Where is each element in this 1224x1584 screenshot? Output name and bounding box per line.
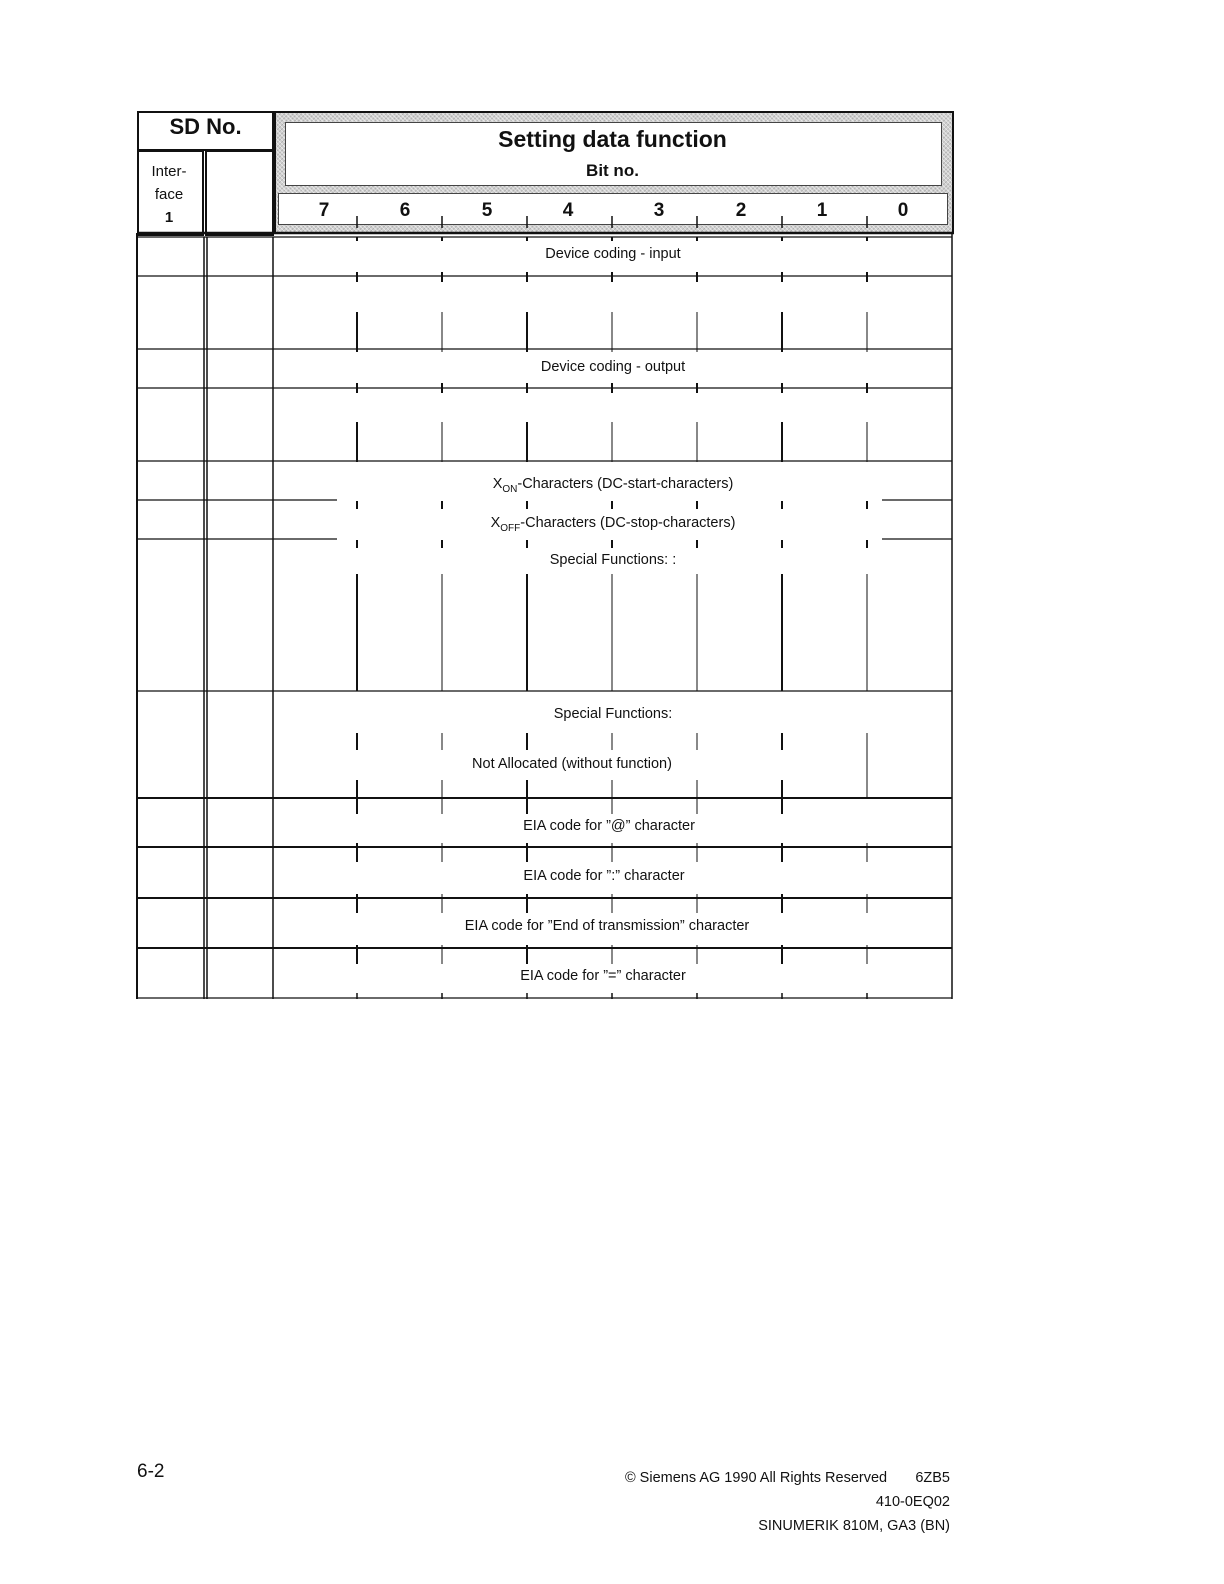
eia-end-of-transmission-character: EIA code for ”End of transmission” character bbox=[464, 918, 750, 934]
bit-label-7: 7 bbox=[318, 200, 330, 221]
footer-info bbox=[600, 1466, 950, 1538]
device-coding-output: Device coding - output bbox=[540, 359, 686, 375]
special-functions-2: Special Functions: bbox=[553, 706, 673, 722]
eia-at-character: EIA code for ”@” character bbox=[523, 818, 695, 834]
not-allocated: Not Allocated (without function) bbox=[472, 756, 672, 772]
interface-number: 1 bbox=[164, 209, 174, 226]
page-number: 6-2 bbox=[137, 1461, 165, 1482]
xon-characters: $X_{ON}$-Characters (DC-start-characters) bbox=[492, 476, 734, 495]
bit-label-0: 0 bbox=[897, 200, 909, 221]
device-coding-input: Device coding - input bbox=[545, 246, 681, 262]
eia-equals-character: EIA code for ”=” character bbox=[520, 968, 686, 984]
bit-label-2: 2 bbox=[735, 200, 747, 221]
sd-no-label: SD No. bbox=[169, 114, 242, 139]
special-functions-1: Special Functions: : bbox=[549, 552, 677, 568]
product-name: SINUMERIK 810M, GA3 (BN) bbox=[758, 1518, 950, 1534]
interface-line-1: Inter- bbox=[151, 163, 187, 180]
bit-label-5: 5 bbox=[481, 200, 493, 221]
xoff-characters: $X_{OFF}$-Characters (DC-stop-characters) bbox=[490, 515, 736, 534]
function-title: Setting data function bbox=[498, 126, 727, 152]
bit-label-6: 6 bbox=[399, 200, 411, 221]
bit-no-label: Bit no. bbox=[586, 161, 639, 180]
bit-label-3: 3 bbox=[653, 200, 665, 221]
bit-label-1: 1 bbox=[816, 200, 828, 221]
interface-line-2: face bbox=[154, 186, 184, 203]
bit-label-4: 4 bbox=[562, 200, 574, 221]
eia-colon-character: EIA code for ”:” character bbox=[523, 868, 685, 884]
copyright-text: © Siemens AG 1990 All Rights Reserved bbox=[624, 1470, 888, 1486]
document-code: 6ZB5 410-0EQ02 bbox=[875, 1470, 950, 1510]
